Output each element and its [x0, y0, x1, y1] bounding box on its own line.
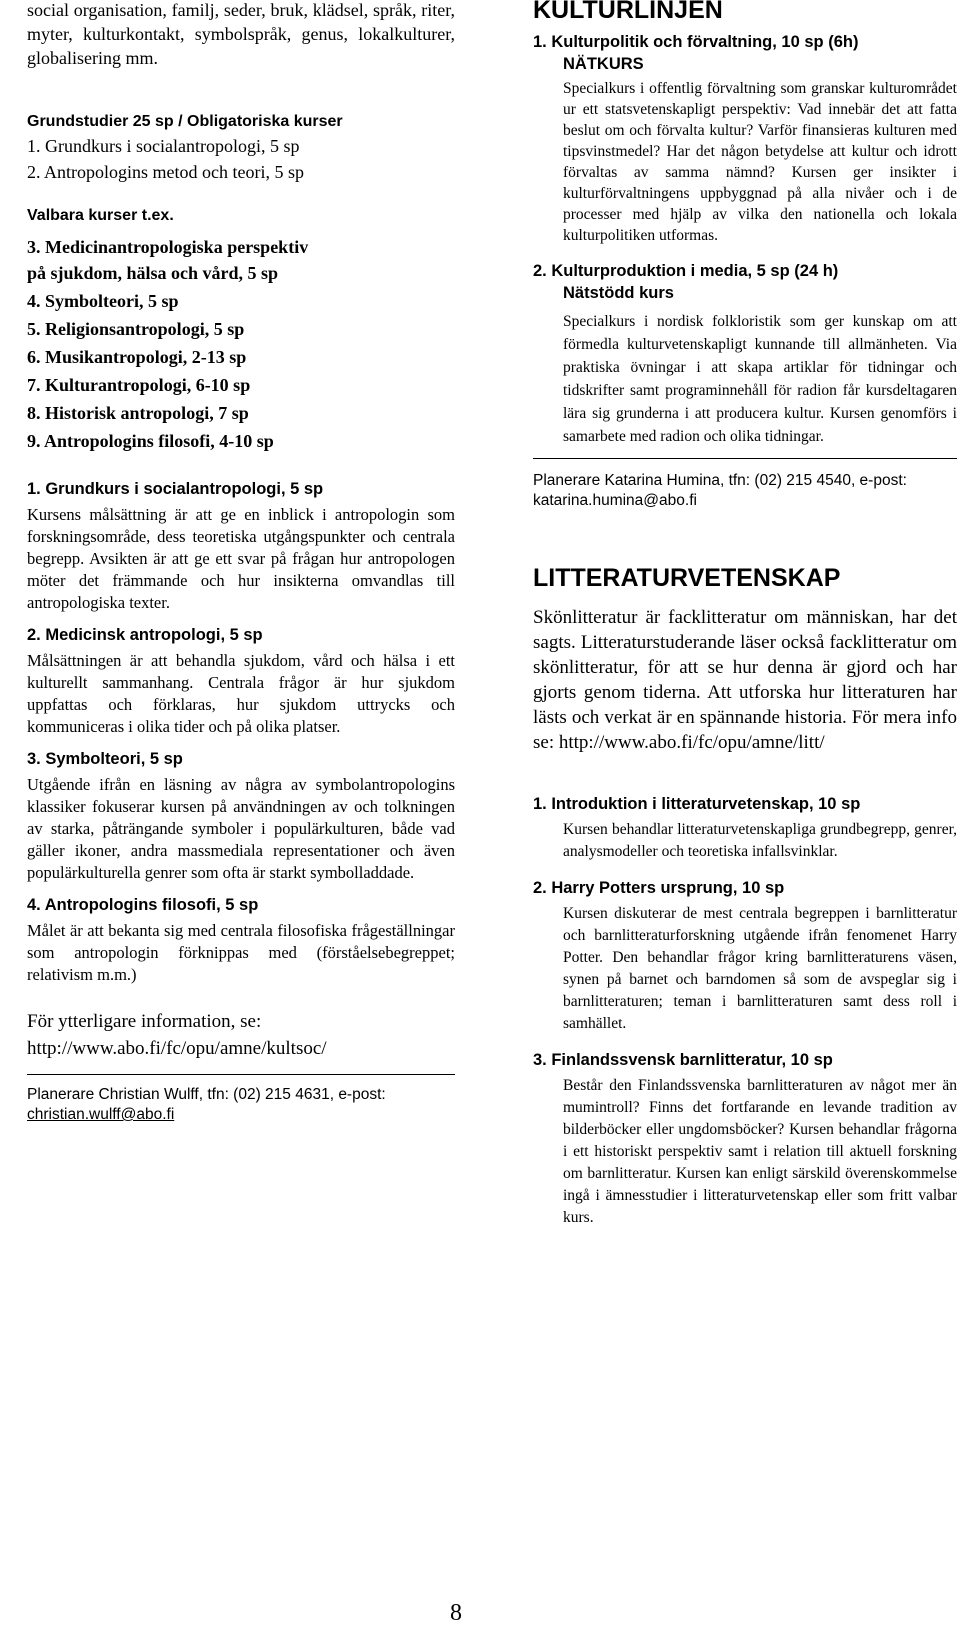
contact-info: Planerare Katarina Humina, tfn: (02) 215 4540, e-post: katarina.humina@abo.fi — [533, 472, 907, 509]
more-info-label: För ytterligare information, se: — [27, 1011, 262, 1032]
contact-email-link[interactable]: christian.wulff@abo.fi — [27, 1106, 175, 1123]
course-text: Utgående ifrån en läsning av några av symbolantropologins klassiker fokuserar kursen på användningen av och tolkningen av starka, påträngande symboler i populärkulturen, både vad gäller ikoner, andra massmediala representationer och även populärkulturella genrer som ofta är starkt symbolladdade. — [27, 775, 455, 882]
litt-intro: Skönlitteratur är facklitteratur om människan, har det sagts. Litteraturstuderande läser också facklitteratur om skönlitteratur, för att se hur denna är gjord och har gjorts genom tiderna. Att utforska hur litteraturen har lästs och verkat är en spännande historia. För mera info se: http://www.abo.fi/fc/opu/amne/litt/ — [533, 607, 957, 753]
course-title: 1. Introduktion i litteraturvetenskap, 10 sp — [533, 795, 861, 813]
grund-item: 2. Antropologins metod och teori, 5 sp — [27, 162, 304, 182]
course-title: 3. Symbolteori, 5 sp — [27, 750, 183, 768]
right-column — [533, 0, 957, 1229]
course-text: Kursen behandlar litteraturvetenskapliga grundbegrepp, genrer, analysmodeller och teoretiska infallsvinklar. — [563, 821, 957, 860]
valbara-item: 4. Symbolteori, 5 sp — [27, 291, 179, 311]
course-text: Kursen diskuterar de mest centrala begreppen i barnlitteratur och barnlitteraturforskning utgående ifrån fenomenet Harry Potter. Den behandlar frågor kring barnlitteraturens väsen, synen på barnet och barndomen så som de avspeglar sig i barnlitteraturen; teman i barnlitteraturen samt dess roll i samhället. — [563, 905, 957, 1032]
valbara-heading: Valbara kurser t.ex. — [27, 207, 174, 224]
intro-paragraph: social organisation, familj, seder, bruk, klädsel, språk, riter, myter, kulturkontakt, symbolspråk, genus, lokalkulturer, globalisering mm. — [27, 0, 455, 68]
valbara-item: 8. Historisk antropologi, 7 sp — [27, 403, 249, 423]
course-text: Specialkurs i nordisk folkloristik som ger kunskap om att förmedla kulturvetenskapligt kunnande till allmänheten. Via praktiska övningar i att skapa artiklar för tidningar och tidskrifter samt programinnehåll för radion får kursdeltagaren lära sig grunderna i att producera kultur. Kursen genomförs i samarbete med radion och olika tidningar. — [563, 313, 957, 445]
left-column — [27, 0, 455, 1125]
contact-text: Planerare Christian Wulff, tfn: (02) 215 4631, e-post: — [27, 1086, 386, 1103]
course-title: 2. Medicinsk antropologi, 5 sp — [27, 626, 263, 644]
course-title: 4. Antropologins filosofi, 5 sp — [27, 896, 259, 914]
course-text: Kursens målsättning är att ge en inblick i antropologin som forskningsområde, dess teoretiska utgångspunkter och centrala begrepp. Avsikten är att ge ett svar på frågan hur antropologen möter det främmande och hur insikterna omvandlas till antropologiska texter. — [27, 505, 455, 612]
valbara-item: 9. Antropologins filosofi, 4-10 sp — [27, 431, 274, 451]
course-subtitle: NÄTKURS — [563, 55, 644, 73]
valbara-item: 5. Religionsantropologi, 5 sp — [27, 319, 245, 339]
course-title: 1. Kulturpolitik och förvaltning, 10 sp (6h) — [533, 33, 859, 51]
grund-heading: Grundstudier 25 sp / Obligatoriska kurser — [27, 113, 343, 130]
valbara-item: 7. Kulturantropologi, 6-10 sp — [27, 375, 251, 395]
page-number: 8 — [450, 1600, 462, 1626]
grund-item: 1. Grundkurs i socialantropologi, 5 sp — [27, 136, 300, 156]
valbara-item: 6. Musikantropologi, 2-13 sp — [27, 347, 247, 367]
course-title: 2. Harry Potters ursprung, 10 sp — [533, 879, 785, 897]
litteraturvetenskap-heading: LITTERATURVETENSKAP — [533, 564, 841, 592]
course-text: Målet är att bekanta sig med centrala filosofiska frågeställningar som antropologin förknippas med (förståelsebegreppet; relativism m.m.) — [27, 921, 455, 984]
course-title: 1. Grundkurs i socialantropologi, 5 sp — [27, 480, 324, 498]
divider — [27, 1074, 455, 1075]
course-title: 3. Finlandssvensk barnlitteratur, 10 sp — [533, 1051, 833, 1069]
valbara-item: 3. Medicinantropologiska perspektiv på sjukdom, hälsa och vård, 5 sp — [27, 237, 309, 283]
course-text: Specialkurs i offentlig förvaltning som granskar kulturområdet ur ett statsvetenskapligt perspektiv: Vad innebär det att fatta beslut om och förvalta kultur? Varför finansieras kulturen med tipsvinstmedel? Har det någon betydelse att kultur och idrott förvaltas av samma nämnd? Kursen ger insikter i kulturförvaltningens uppbyggnad på alla nivåer och i de processer med hjälp av vilka den nationella och lokala kulturpolitiken utformas. — [563, 80, 957, 244]
contact-info — [27, 1085, 455, 1125]
course-subtitle: Nätstödd kurs — [563, 284, 674, 302]
kulturlinjen-heading: KULTURLINJEN — [533, 0, 723, 24]
course-text: Består den Finlandssvenska barnlitteraturen av något mer än mumintroll? Finns det fortfarande en levande tradition av bilderböcker eller ungdomsböcker? Kursen behandlar frågorna i ett historiskt perspektiv samt i relation till aktuell forskning om barnlitteratur. Kursen kan enligt särskild överenskommelse ingå i ämnesstudier i litteraturvetenskap eller som fritt valbar kurs. — [563, 1077, 957, 1226]
more-info-link[interactable]: http://www.abo.fi/fc/opu/amne/kultsoc/ — [27, 1038, 327, 1059]
divider — [533, 458, 957, 459]
course-title: 2. Kulturproduktion i media, 5 sp (24 h) — [533, 262, 839, 280]
course-text: Målsättningen är att behandla sjukdom, vård och hälsa i ett kulturellt sammanhang. Centrala frågor är hur sjukdom uppfattas och förklaras, hur sjukdom uttrycks och kommuniceras i olika tider och på olika platser. — [27, 651, 455, 736]
